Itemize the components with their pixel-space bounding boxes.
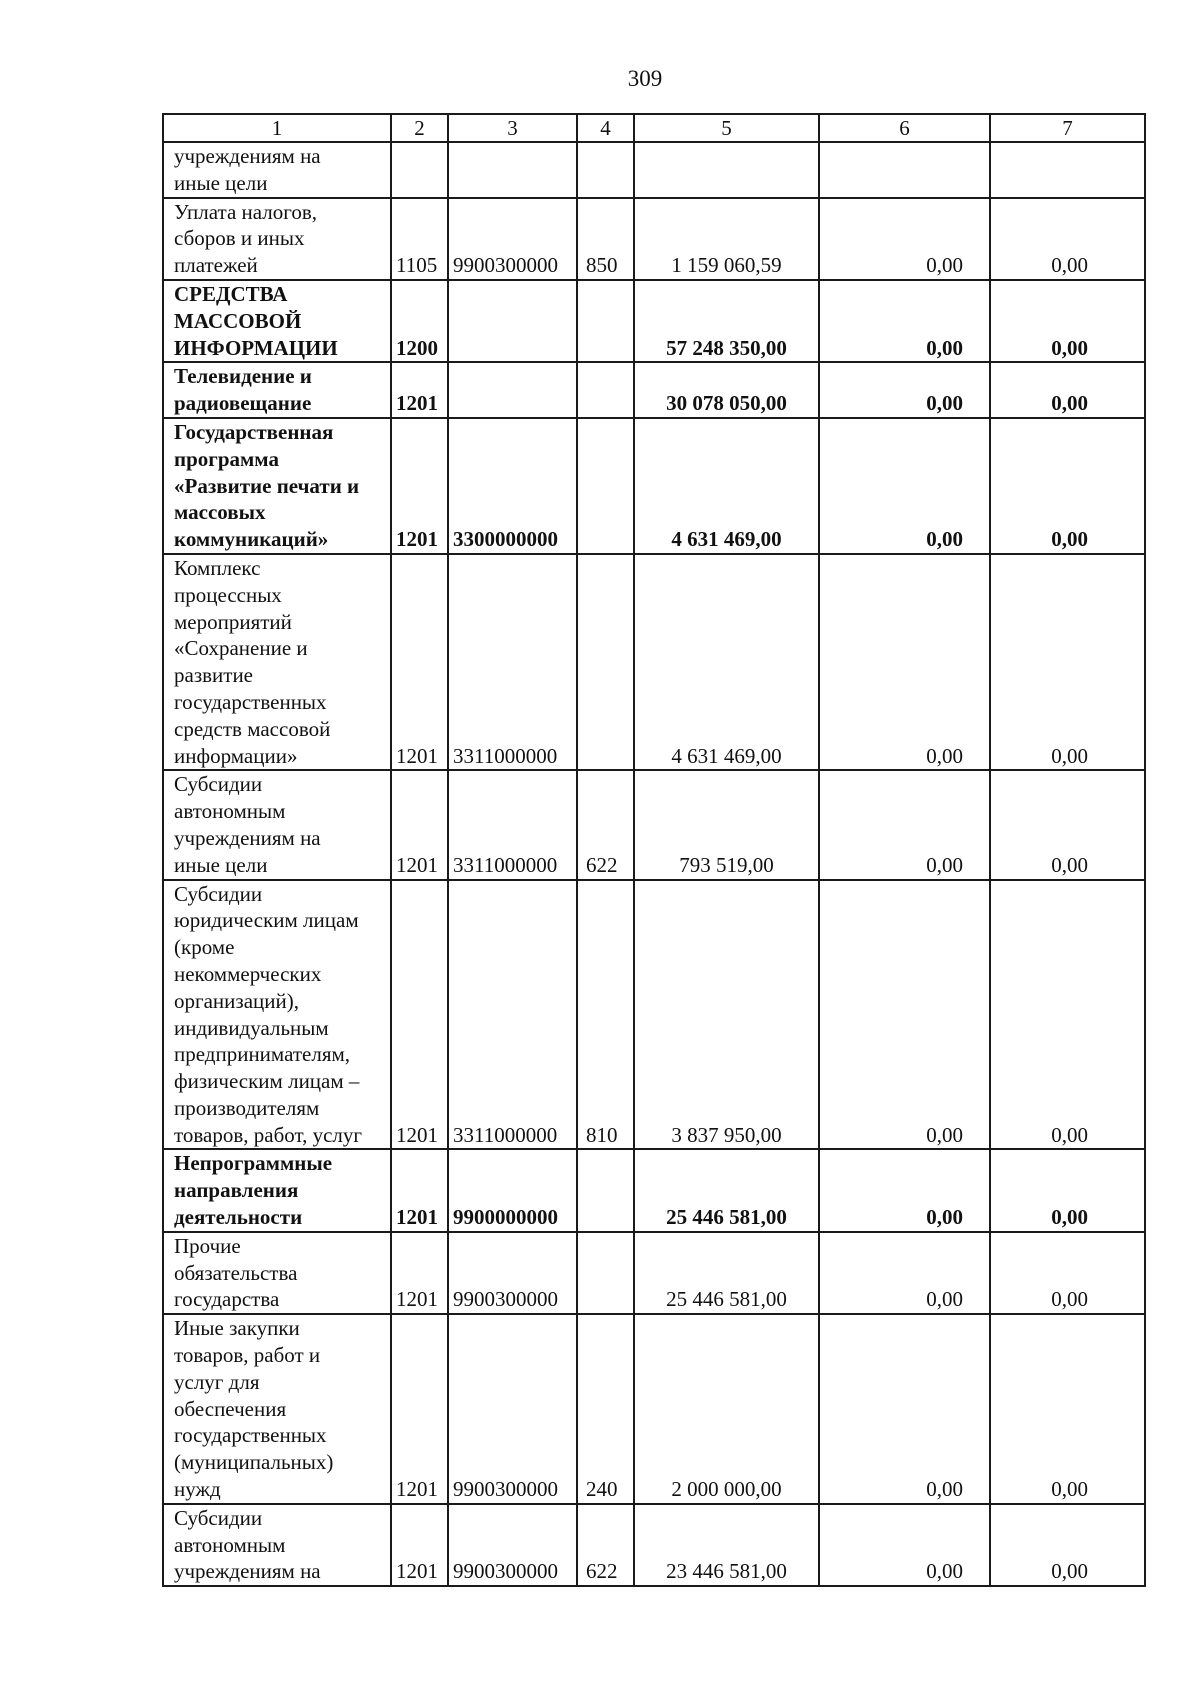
target-article-cell: 9900000000 [448,1149,577,1231]
row-name-line: Субсидии [174,881,263,906]
row-name-line: Уплата налогов, [174,199,318,224]
row-name-line: производителям [174,1095,320,1120]
table-body [163,114,1145,1586]
row-name-line: Иные закупки [174,1316,300,1341]
section-code-cell: 1105 [391,198,448,280]
row-name-cell [163,554,391,770]
expense-type-cell [577,418,634,554]
header-cell: 6 [819,114,990,142]
row-name-line: государственных [174,1423,327,1448]
amount-col7-cell [990,142,1145,198]
target-article-cell [448,280,577,362]
amount-col7-cell: 0,00 [990,1232,1145,1314]
amount-col6-cell: 0,00 [819,1232,990,1314]
target-article-cell: 3311000000 [448,880,577,1150]
table-row [163,1314,1145,1504]
amount-col6-cell: 0,00 [819,362,990,418]
row-name-line: некоммерческих [174,961,322,986]
row-name-line: Субсидии [174,1505,263,1530]
amount-cell [634,142,819,198]
amount-col6-cell: 0,00 [819,554,990,770]
amount-col6-cell: 0,00 [819,770,990,879]
row-name-cell [163,280,391,362]
target-article-cell: 3311000000 [448,554,577,770]
row-name-line: информации» [174,743,298,768]
row-name-cell [163,1232,391,1314]
row-name-line: физическим лицам – [174,1069,360,1094]
expense-type-cell [577,142,634,198]
row-name-line: Государственная [174,419,334,444]
table-row [163,280,1145,362]
row-name-cell [163,198,391,280]
amount-cell: 1 159 060,59 [634,198,819,280]
amount-col6-cell: 0,00 [819,1314,990,1504]
row-name-cell [163,880,391,1150]
expense-type-cell: 850 [577,198,634,280]
target-article-cell [448,142,577,198]
amount-col6-cell: 0,00 [819,280,990,362]
amount-col6-cell: 0,00 [819,418,990,554]
expense-type-cell: 810 [577,880,634,1150]
table-row [163,554,1145,770]
amount-col7-cell: 0,00 [990,418,1145,554]
section-code-cell: 1200 [391,280,448,362]
row-name-line: ИНФОРМАЦИИ [174,335,338,360]
table-row [163,362,1145,418]
amount-col6-cell [819,142,990,198]
row-name-line: Прочие [174,1233,241,1258]
expense-type-cell [577,554,634,770]
row-name-line: учреждениям на [174,144,321,168]
row-name-line: товаров, работ и [174,1343,321,1368]
expense-type-cell: 622 [577,1504,634,1586]
table-header-row [163,114,1145,142]
amount-cell: 25 446 581,00 [634,1149,819,1231]
amount-cell: 4 631 469,00 [634,418,819,554]
amount-cell: 4 631 469,00 [634,554,819,770]
section-code-cell [391,142,448,198]
row-name-cell [163,362,391,418]
row-name-line: коммуникаций» [174,527,329,552]
amount-col7-cell: 0,00 [990,1314,1145,1504]
expense-type-cell: 622 [577,770,634,879]
row-name-cell [163,418,391,554]
section-code-cell: 1201 [391,554,448,770]
header-cell: 5 [634,114,819,142]
row-name-line: платежей [174,253,258,278]
header-cell: 2 [391,114,448,142]
row-name-line: (муниципальных) [174,1450,334,1475]
amount-col7-cell: 0,00 [990,770,1145,879]
row-name-cell [163,1314,391,1504]
section-code-cell: 1201 [391,1232,448,1314]
table-row [163,1504,1145,1586]
section-code-cell: 1201 [391,1314,448,1504]
row-name-line: средств массовой [174,716,331,741]
amount-col6-cell: 0,00 [819,880,990,1150]
section-code-cell: 1201 [391,1504,448,1586]
row-name-line: «Сохранение и [174,636,308,661]
row-name-line: нужд [174,1477,221,1502]
row-name-line: индивидуальным [174,1015,329,1040]
amount-col6-cell: 0,00 [819,198,990,280]
section-code-cell: 1201 [391,770,448,879]
row-name-line: иные цели [174,852,268,877]
row-name-line: Непрограммные [174,1151,333,1176]
amount-col6-cell: 0,00 [819,1149,990,1231]
expense-type-cell [577,1149,634,1231]
section-code-cell: 1201 [391,880,448,1150]
section-code-cell: 1201 [391,362,448,418]
expense-type-cell [577,362,634,418]
budget-table [162,113,1146,1587]
row-name-cell [163,770,391,879]
amount-col7-cell: 0,00 [990,554,1145,770]
amount-col7-cell: 0,00 [990,198,1145,280]
expense-type-cell: 240 [577,1314,634,1504]
expense-type-cell [577,280,634,362]
row-name-line: СРЕДСТВА [174,281,288,306]
amount-col7-cell: 0,00 [990,1149,1145,1231]
header-cell: 1 [163,114,391,142]
row-name-line: предпринимателям, [174,1042,351,1067]
amount-col7-cell: 0,00 [990,1504,1145,1586]
amount-cell: 25 446 581,00 [634,1232,819,1314]
row-name-line: деятельности [174,1205,303,1230]
table-row [163,1149,1145,1231]
row-name-line: направления [174,1178,299,1203]
table-row [163,880,1145,1150]
row-name-line: Телевидение и [174,364,312,389]
row-name-line: автономным [174,799,286,824]
section-code-cell: 1201 [391,418,448,554]
table-row [163,1232,1145,1314]
amount-cell: 23 446 581,00 [634,1504,819,1586]
row-name-line: обеспечения [174,1396,287,1421]
row-name-line: организаций), [174,988,299,1013]
row-name-cell [163,142,391,198]
row-name-line: «Развитие печати и [174,473,360,498]
row-name-line: радиовещание [174,391,312,416]
row-name-line: юридическим лицам [174,908,359,933]
target-article-cell: 9900300000 [448,198,577,280]
table-row [163,198,1145,280]
target-article-cell: 3311000000 [448,770,577,879]
header-cell: 7 [990,114,1145,142]
header-cell: 3 [448,114,577,142]
page-number: 309 [627,66,663,91]
amount-cell: 2 000 000,00 [634,1314,819,1504]
amount-col6-cell: 0,00 [819,1504,990,1586]
row-name-line: МАССОВОЙ [174,308,302,333]
amount-cell: 3 837 950,00 [634,880,819,1150]
row-name-line: массовых [174,500,266,525]
amount-cell: 30 078 050,00 [634,362,819,418]
amount-col7-cell: 0,00 [990,362,1145,418]
row-name-line: программа [174,446,279,471]
amount-col7-cell: 0,00 [990,880,1145,1150]
row-name-line: товаров, работ, услуг [174,1122,363,1147]
amount-cell: 57 248 350,00 [634,280,819,362]
row-name-line: обязательства [174,1260,298,1285]
row-name-cell [163,1504,391,1586]
expense-type-cell [577,1232,634,1314]
row-name-line: процессных [174,582,282,607]
amount-col7-cell: 0,00 [990,280,1145,362]
table-row [163,142,1145,198]
table-row [163,418,1145,554]
row-name-line: сборов и иных [174,226,305,251]
row-name-line: Комплекс [174,555,261,580]
row-name-line: развитие [174,663,254,688]
row-name-line: Субсидии [174,772,263,797]
target-article-cell: 9900300000 [448,1504,577,1586]
row-name-line: мероприятий [174,609,292,634]
target-article-cell: 9900300000 [448,1314,577,1504]
row-name-line: учреждениям на [174,825,321,850]
section-code-cell: 1201 [391,1149,448,1231]
target-article-cell [448,362,577,418]
row-name-line: автономным [174,1532,286,1557]
row-name-line: государства [174,1287,280,1312]
row-name-line: учреждениям на [174,1559,321,1584]
target-article-cell: 9900300000 [448,1232,577,1314]
row-name-line: иные цели [174,170,268,195]
row-name-cell [163,1149,391,1231]
table-row [163,770,1145,879]
row-name-line: государственных [174,689,327,714]
row-name-line: (кроме [174,935,235,960]
row-name-line: услуг для [174,1369,260,1394]
amount-cell: 793 519,00 [634,770,819,879]
target-article-cell: 3300000000 [448,418,577,554]
header-cell: 4 [577,114,634,142]
